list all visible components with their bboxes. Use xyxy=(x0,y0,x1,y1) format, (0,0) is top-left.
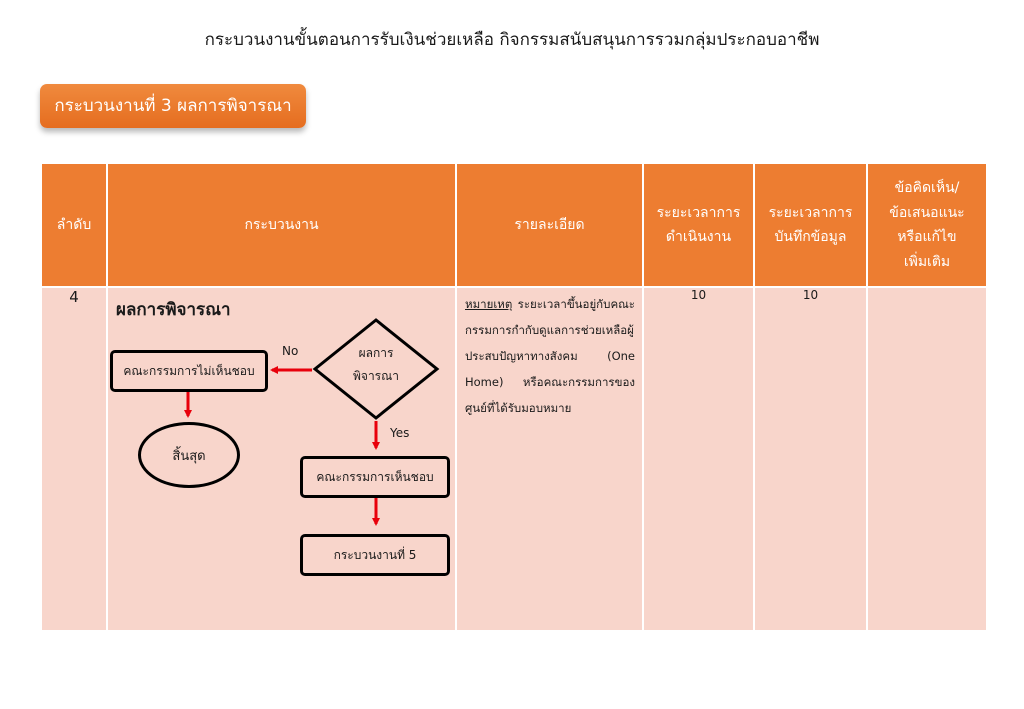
no-label: No xyxy=(282,344,299,358)
header-comment xyxy=(867,163,987,287)
header-detail: รายละเอียด xyxy=(456,163,643,287)
detail-note-label: หมายเหตุ xyxy=(465,297,513,311)
header-exec-time-line2: ดำเนินงาน xyxy=(665,229,732,245)
table-row xyxy=(41,287,987,631)
approve-box: คณะกรรมการเห็นชอบ xyxy=(300,456,450,498)
exec-time-value: 10 xyxy=(643,287,754,631)
header-comment-line3: หรือแก้ไข xyxy=(897,229,957,245)
process-table xyxy=(40,162,988,632)
flowchart-cell xyxy=(107,287,456,631)
header-row xyxy=(41,163,987,287)
header-comment-line4: เพิ่มเติม xyxy=(903,253,951,270)
disapprove-box: คณะกรรมการไม่เห็นชอบ xyxy=(110,350,268,392)
process-title: ผลการพิจารณา xyxy=(116,300,231,320)
header-record-time-line2: บันทึกข้อมูล xyxy=(774,229,847,245)
header-process: กระบวนงาน xyxy=(107,163,456,287)
end-ellipse: สิ้นสุด xyxy=(138,422,240,488)
decision-label-line2: พิจารณา xyxy=(353,368,399,383)
yes-label: Yes xyxy=(390,426,410,440)
document-title: กระบวนงานขั้นตอนการรับเงินช่วยเหลือ กิจกรรมสนับสนุนการรวมกลุ่มประกอบอาชีพ xyxy=(204,30,820,50)
header-comment-line1: ข้อคิดเห็น/ xyxy=(894,180,960,196)
next-process-box: กระบวนงานที่ 5 xyxy=(300,534,450,576)
header-comment-line2: ข้อเสนอแนะ xyxy=(889,204,965,221)
step-badge: กระบวนงานที่ 3 ผลการพิจารณา xyxy=(40,84,306,128)
decision-label xyxy=(336,342,416,388)
decision-label-line1: ผลการ xyxy=(358,346,394,360)
header-record-time xyxy=(754,163,867,287)
detail-note-text: ระยะเวลาขึ้นอยู่กับคณะกรรมการกำกับดูแลการช่วยเหลือผู้ประสบปัญหาทางสังคม (One Home) หรือคณะกรรมการของศูนย์ที่ได้รับมอบหมาย xyxy=(465,297,635,415)
header-exec-time xyxy=(643,163,754,287)
detail-text xyxy=(457,288,642,421)
header-exec-time-line1: ระยะเวลาการ xyxy=(656,204,741,221)
header-seq: ลำดับ xyxy=(41,163,107,287)
record-time-value: 10 xyxy=(754,287,867,631)
comment-cell xyxy=(867,287,987,631)
row-seq: 4 xyxy=(41,287,107,631)
detail-cell xyxy=(456,287,643,631)
header-record-time-line1: ระยะเวลาการ xyxy=(768,204,853,221)
